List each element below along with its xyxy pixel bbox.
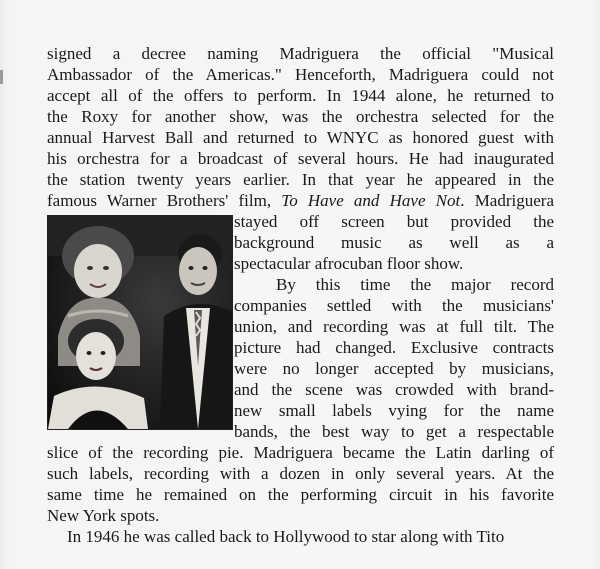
text-line: background music as well as a xyxy=(234,233,554,252)
text-line: signed a decree naming Madriguera the official "Musical xyxy=(47,44,554,63)
text-line: same time he remained on the performing circuit in his favorite xyxy=(47,485,554,504)
text-line: such labels, recording with a dozen in only several years. At the xyxy=(47,464,554,483)
text-line: the station twenty years earlier. In that year he appeared in the xyxy=(47,170,554,189)
text-line: accept all of the offers to perform. In 1944 alone, he returned to xyxy=(47,86,554,105)
text-line-film-title xyxy=(47,190,554,211)
text-line: and the scene was crowded with brand- xyxy=(234,380,554,399)
text-line: the Roxy for another show, was the orchestra selected for the xyxy=(47,107,554,126)
text-line: annual Harvest Ball and returned to WNYC as honored guest with xyxy=(47,128,554,147)
text-line: spectacular afrocuban floor show. xyxy=(234,254,464,273)
text-line: picture had changed. Exclusive contracts xyxy=(234,338,554,357)
text-line: bands, the best way to get a respectable xyxy=(234,422,554,441)
text-line: By this time the major record xyxy=(276,275,554,294)
body-text xyxy=(47,43,554,547)
text-line: New York spots. xyxy=(47,506,160,525)
text-line: In 1946 he was called back to Hollywood to star along with Tito xyxy=(67,527,505,546)
text-line: his orchestra for a broadcast of several hours. He had inaugurated xyxy=(47,149,554,168)
text-line: were no longer accepted by musicians, xyxy=(234,359,554,378)
text-line: Ambassador of the Americas." Henceforth, Madriguera could not xyxy=(47,65,554,84)
text-run: famous Warner Brothers' film, xyxy=(47,191,282,210)
page-edge-mark xyxy=(0,70,3,84)
text-line: new small labels vying for the name xyxy=(234,401,554,420)
text-line: stayed off screen but provided the xyxy=(234,212,554,231)
text-line: union, and recording was at full tilt. The xyxy=(234,317,554,336)
text-line: slice of the recording pie. Madriguera became the Latin darling of xyxy=(47,443,554,462)
text-run: . Madriguera xyxy=(460,191,554,210)
text-line: companies settled with the musicians' xyxy=(234,296,554,315)
film-title: To Have and Have Not xyxy=(281,191,461,210)
